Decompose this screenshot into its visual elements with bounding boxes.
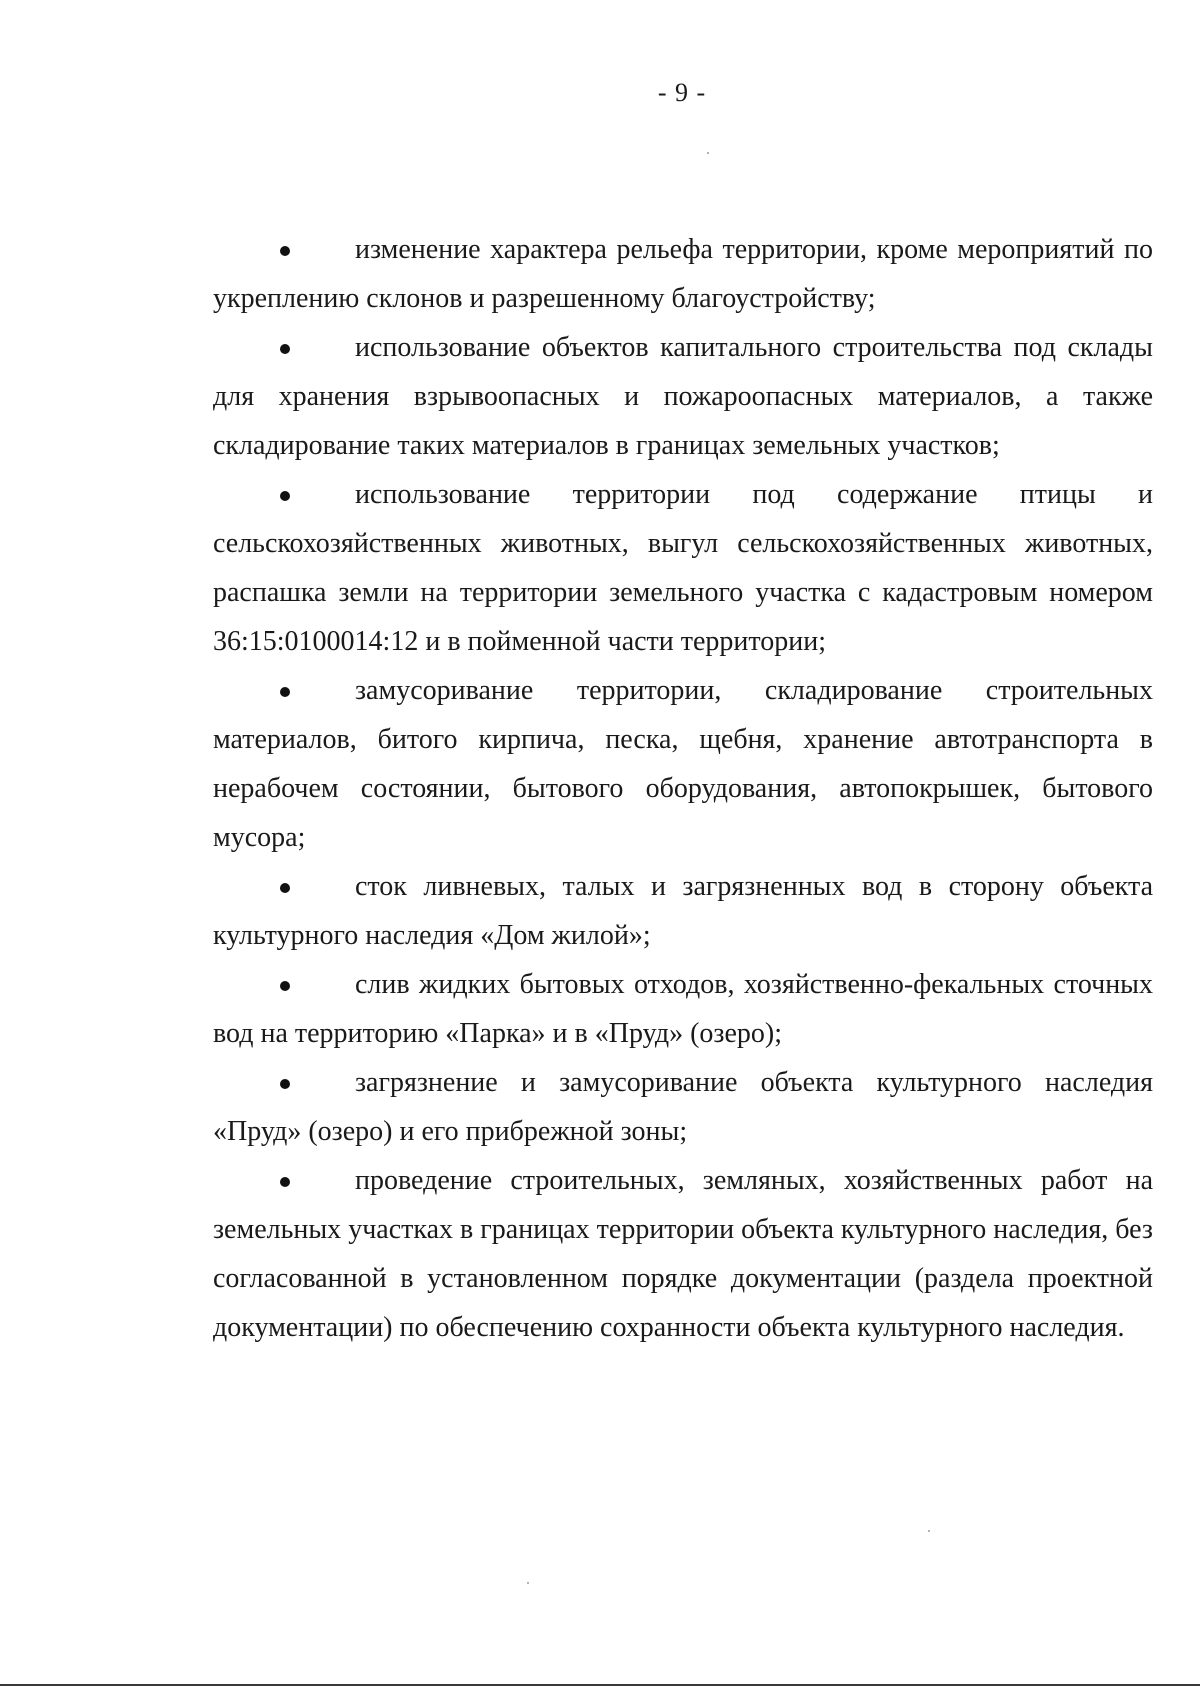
list-item xyxy=(213,323,1153,470)
document-body xyxy=(213,225,1153,1352)
list-item-text: проведение строительных, земляных, хозяйственных работ на земельных участках в границах территории объекта культурного наследия, без согласованной в установленном порядке документации (раздела проектной документации) по обеспечению сохранности объекта культурного наследия. xyxy=(213,1165,1153,1343)
list-item xyxy=(213,1058,1153,1156)
bullet-icon xyxy=(280,883,290,893)
bullet-icon xyxy=(280,246,290,256)
scan-speck xyxy=(527,1582,529,1584)
list-item xyxy=(213,960,1153,1058)
list-item-text: использование территории под содержание птицы и сельскохозяйственных животных, выгул сельскохозяйственных животных, распашка земли на территории земельного участка с кадастровым номером 36:15:0100014:12 и в пойменной части территории; xyxy=(213,479,1153,657)
list-item-text: использование объектов капитального строительства под склады для хранения взрывоопасных и пожароопасных материалов, а также складирование таких материалов в границах земельных участков; xyxy=(213,332,1153,461)
list-item-text: слив жидких бытовых отходов, хозяйственно-фекальных сточных вод на территорию «Парка» и в «Пруд» (озеро); xyxy=(213,969,1153,1049)
list-item-text: замусоривание территории, складирование строительных материалов, битого кирпича, песка, щебня, хранение автотранспорта в нерабочем состоянии, бытового оборудования, автопокрышек, бытового мусора; xyxy=(213,675,1153,853)
list-item xyxy=(213,862,1153,960)
page-number: - 9 - xyxy=(657,78,707,107)
bullet-icon xyxy=(280,344,290,354)
list-item xyxy=(213,470,1153,666)
list-item-text: изменение характера рельефа территории, кроме мероприятий по укреплению склонов и разрешенному благоустройству; xyxy=(213,234,1153,314)
bullet-icon xyxy=(280,491,290,501)
list-item xyxy=(213,666,1153,862)
scan-speck xyxy=(928,1530,930,1532)
page-bottom-rule xyxy=(0,1684,1200,1686)
list-item xyxy=(213,1156,1153,1352)
bullet-icon xyxy=(280,1079,290,1089)
bullet-icon xyxy=(280,687,290,697)
list-item-text: загрязнение и замусоривание объекта культурного наследия «Пруд» (озеро) и его прибрежной зоны; xyxy=(213,1067,1153,1147)
scan-speck xyxy=(707,152,709,154)
bullet-icon xyxy=(280,981,290,991)
bullet-icon xyxy=(280,1177,290,1187)
list-item xyxy=(213,225,1153,323)
list-item-text: сток ливневых, талых и загрязненных вод в сторону объекта культурного наследия «Дом жилой»; xyxy=(213,871,1153,951)
